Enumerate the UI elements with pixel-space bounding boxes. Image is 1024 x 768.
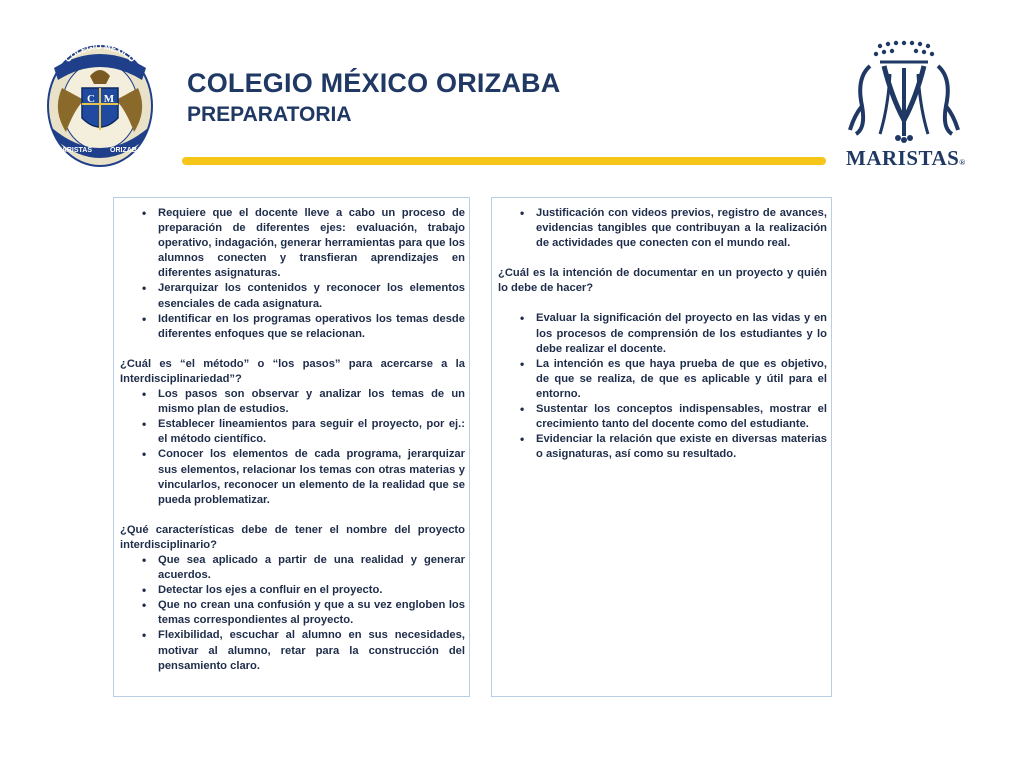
list-item: • La intención es que haya prueba de que es objetivo, de que se realiza, de que es aplicable y útil para el entorno. [498,357,827,402]
page-subtitle: PREPARATORIA [187,103,352,126]
list-item: • Que sea aplicado a partir de una realidad y generar acuerdos. [120,553,465,583]
maristas-logo-text [846,146,966,171]
method-list [120,387,465,508]
list-item: • Detectar los ejes a confluir en el proyecto. [120,583,465,598]
list-item: • Requiere que el docente lleve a cabo un proceso de preparación de diferentes ejes: evaluación, trabajo operativo, indagación, generar herramientas para que los alumnos conecten y transfieran aprendizajes en diferentes asignaturas. [120,206,465,281]
question-project-name: ¿Qué características debe de tener el nombre del proyecto interdisciplinario? [120,523,465,551]
crest-monogram-m: M [103,93,115,105]
crest-monogram-c: C [87,93,95,105]
question-documentation: ¿Cuál es la intención de documentar en un proyecto y quién lo debe de hacer? [498,267,827,295]
list-item: • Sustentar los conceptos indispensables, mostrar el crecimiento tanto del docente como del estudiante. [498,402,827,432]
list-item: • Flexibilidad, escuchar al alumno en sus necesidades, motivar al alumno, retar para la construcción del pensamiento claro. [120,628,465,673]
list-item: • Que no crean una confusión y que a su vez engloben los temas correspondientes al proyecto. [120,598,465,628]
header-title-block [187,66,560,128]
documentation-list [498,311,827,462]
list-item: • Jerarquizar los contenidos y reconocer los elementos esenciales de cada asignatura. [120,281,465,311]
list-item: • Evaluar la significación del proyecto en las vidas y en los procesos de comprensión de los estudiantes y lo debe realizar el docente. [498,311,827,356]
colegio-mexico-crest-icon [44,40,156,170]
list-item: • Evidenciar la relación que existe en diversas materias o asignaturas, así como su resultado. [498,432,827,462]
project-name-list [120,553,465,674]
crest-bottom-left-text: MARISTAS [55,147,93,154]
left-content-panel [113,197,470,697]
left-intro-list [120,206,465,342]
maristas-wordmark: MARISTAS [846,146,960,170]
page-title: COLEGIO MÉXICO ORIZABA [187,68,561,98]
crest-bottom-right-text: ORIZABA [110,147,142,154]
list-item: • Conocer los elementos de cada programa, jerarquizar sus elementos, relacionar los temas con otras materias y vincularlos, reconocer un elemento de la realidad que se pueda problematizar. [120,447,465,507]
right-content-panel [491,197,832,697]
registered-mark: ® [959,158,966,167]
list-item: • Establecer lineamientos para seguir el proyecto, por ej.: el método científico. [120,417,465,447]
list-item: • Identificar en los programas operativos los temas desde diferentes enfoques que se relacionan. [120,312,465,342]
crest-top-text: COLEGIO MEXICO [63,42,137,65]
right-intro-list [498,206,827,251]
gold-divider-bar [182,157,826,165]
list-item: • Los pasos son observar y analizar los temas de un mismo plan de estudios. [120,387,465,417]
question-method: ¿Cuál es “el método” o “los pasos” para acercarse a la Interdisciplinariedad”? [120,357,465,385]
list-item: • Justificación con videos previos, registro de avances, evidencias tangibles que contribuyan a la realización de actividades que conecten con el mundo real. [498,206,827,251]
